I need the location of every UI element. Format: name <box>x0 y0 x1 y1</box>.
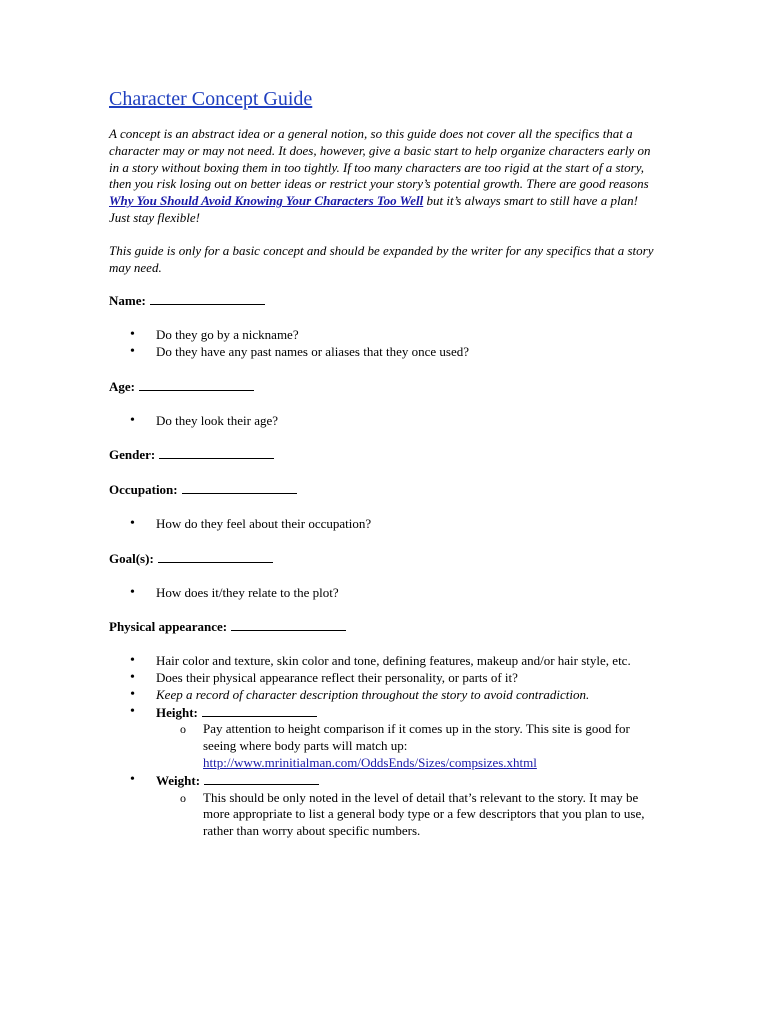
weight-field <box>156 773 319 788</box>
age-field <box>109 378 668 396</box>
physical-appearance-field <box>109 618 668 636</box>
list-item: • Hair color and texture, skin color and tone, defining features, makeup and/or hair style, etc. <box>109 653 656 670</box>
page-title: Character Concept Guide <box>109 88 313 110</box>
height-sub-list <box>156 721 656 771</box>
goals-label: Goal(s): <box>109 550 154 566</box>
occupation-field <box>109 481 668 499</box>
name-label: Name: <box>109 293 146 309</box>
list-item: • Do they go by a nickname? <box>109 327 656 344</box>
height-field <box>156 705 317 720</box>
list-item: • Keep a record of character description throughout the story to avoid contradiction. <box>109 687 656 704</box>
height-item <box>109 704 656 772</box>
physical-appearance-blank-line[interactable] <box>231 618 346 631</box>
height-note-text: Pay attention to height comparison if it comes up in the story. This site is good for seeing where body parts will match up: <box>203 721 630 754</box>
name-blank-line[interactable] <box>150 292 265 305</box>
age-bullets <box>109 413 668 430</box>
intro-paragraph <box>109 126 655 227</box>
occupation-label: Occupation: <box>109 482 178 498</box>
article-link[interactable]: Why You Should Avoid Knowing Your Characters Too Well <box>109 193 424 209</box>
gender-label: Gender: <box>109 447 156 463</box>
gender-field <box>109 446 668 464</box>
goals-bullets <box>109 585 668 602</box>
weight-item <box>109 772 656 840</box>
age-blank-line[interactable] <box>139 378 254 391</box>
occupation-bullets <box>109 516 668 533</box>
size-comparison-link[interactable]: http://www.mrinitialman.com/OddsEnds/Sizes/compsizes.xhtml <box>203 754 537 770</box>
list-item: • Does their physical appearance reflect their personality, or parts of it? <box>109 670 656 687</box>
weight-label: Weight: <box>156 772 201 788</box>
weight-sub-list <box>156 790 656 840</box>
age-label: Age: <box>109 378 135 394</box>
physical-appearance-label: Physical appearance: <box>109 619 228 635</box>
list-item: • How do they feel about their occupation? <box>109 516 656 533</box>
guide-note: This guide is only for a basic concept and should be expanded by the writer for any specifics that a story may need. <box>109 242 654 275</box>
goals-blank-line[interactable] <box>158 550 273 563</box>
list-item: • Do they have any past names or aliases that they once used? <box>109 344 656 361</box>
weight-blank-line[interactable] <box>204 772 319 785</box>
name-bullets <box>109 327 668 361</box>
intro-text-after-link: but it’s always smart to still have a plan! Just stay flexible! <box>109 193 638 225</box>
height-label: Height: <box>156 704 198 720</box>
weight-note: o This should be only noted in the level of detail that’s relevant to the story. It may be more appropriate to list a general body type or a few descriptors that you plan to use, rather than worry about specific numbers. <box>156 790 656 840</box>
height-note <box>156 721 656 771</box>
physical-appearance-bullets <box>109 653 668 840</box>
goals-field <box>109 550 668 568</box>
height-blank-line[interactable] <box>202 704 317 717</box>
occupation-blank-line[interactable] <box>182 481 297 494</box>
intro-text-before-link: A concept is an abstract idea or a general notion, so this guide does not cover all the specifics that a character may or may not need. It does, however, give a basic start to help organize characters early on in a story without boxing them in too tightly. If too many characters are too rigid at the start of a story, then you risk losing out on better ideas or restrict your story’s potential growth. There are good reasons <box>109 126 651 192</box>
name-field <box>109 292 668 310</box>
gender-blank-line[interactable] <box>159 446 274 459</box>
list-item: • Do they look their age? <box>109 413 656 430</box>
list-item: • How does it/they relate to the plot? <box>109 585 656 602</box>
